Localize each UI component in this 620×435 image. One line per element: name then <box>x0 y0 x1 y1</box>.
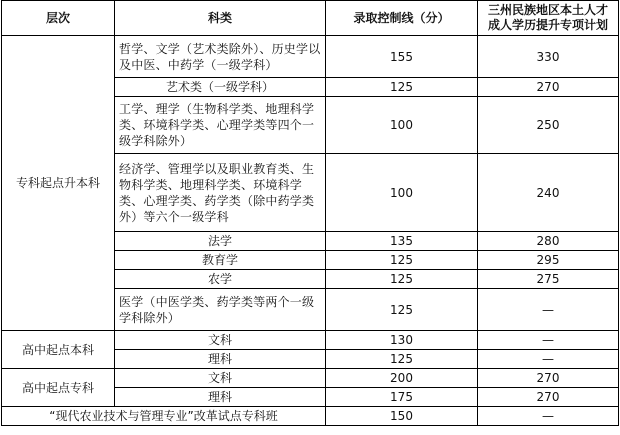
subject-cell: 工学、理学（生物科学类、地理科学类、环境科学类、心理学类等四个一级学科除外） <box>115 97 326 154</box>
special-row <box>2 407 619 426</box>
score-cell: 175 <box>326 388 478 407</box>
header-score: 录取控制线（分） <box>326 1 478 36</box>
plan-cell: 270 <box>478 369 619 388</box>
score-cell: 125 <box>326 78 478 97</box>
header-plan-line1: 三州民族地区本土人才 <box>487 3 608 17</box>
plan-cell: — <box>478 407 619 426</box>
subject-cell: 理科 <box>115 350 326 369</box>
table-row <box>2 36 619 78</box>
score-cell: 130 <box>326 331 478 350</box>
score-cell: 125 <box>326 251 478 270</box>
special-label: “现代农业技术与管理专业”改革试点专科班 <box>2 407 326 426</box>
plan-cell: — <box>478 350 619 369</box>
score-cell: 125 <box>326 289 478 331</box>
header-plan-line2: 成人学历提升专项计划 <box>487 18 608 32</box>
header-plan <box>478 1 619 36</box>
table-row <box>2 369 619 388</box>
score-cell: 150 <box>326 407 478 426</box>
subject-cell: 文科 <box>115 369 326 388</box>
score-cell: 125 <box>326 350 478 369</box>
subject-cell: 医学（中医学类、药学类等两个一级学科除外） <box>115 289 326 331</box>
plan-cell: 240 <box>478 154 619 232</box>
table-row <box>2 331 619 350</box>
plan-cell: 270 <box>478 78 619 97</box>
group-label-gqb: 高中起点本科 <box>2 331 115 369</box>
plan-cell: 275 <box>478 270 619 289</box>
subject-cell: 艺术类（一级学科） <box>115 78 326 97</box>
plan-cell: 330 <box>478 36 619 78</box>
score-cell: 155 <box>326 36 478 78</box>
plan-cell: 295 <box>478 251 619 270</box>
header-level: 层次 <box>2 1 115 36</box>
header-subject: 科类 <box>115 1 326 36</box>
subject-cell: 农学 <box>115 270 326 289</box>
plan-cell: — <box>478 331 619 350</box>
subject-cell: 哲学、文学（艺术类除外）、历史学以及中医、中药学（一级学科） <box>115 36 326 78</box>
subject-cell: 文科 <box>115 331 326 350</box>
group-label-zsb: 专科起点升本科 <box>2 36 115 331</box>
score-cell: 125 <box>326 270 478 289</box>
score-cell: 135 <box>326 232 478 251</box>
score-cell: 100 <box>326 97 478 154</box>
plan-cell: 280 <box>478 232 619 251</box>
admission-score-table <box>1 0 619 426</box>
plan-cell: 270 <box>478 388 619 407</box>
plan-cell: — <box>478 289 619 331</box>
score-cell: 200 <box>326 369 478 388</box>
score-cell: 100 <box>326 154 478 232</box>
plan-cell: 250 <box>478 97 619 154</box>
subject-cell: 经济学、管理学以及职业教育类、生物科学类、地理科学类、环境科学类、心理学类、药学类（除中药学类外）等六个一级学科 <box>115 154 326 232</box>
group-label-gqz: 高中起点专科 <box>2 369 115 407</box>
subject-cell: 理科 <box>115 388 326 407</box>
subject-cell: 法学 <box>115 232 326 251</box>
header-row <box>2 1 619 36</box>
subject-cell: 教育学 <box>115 251 326 270</box>
